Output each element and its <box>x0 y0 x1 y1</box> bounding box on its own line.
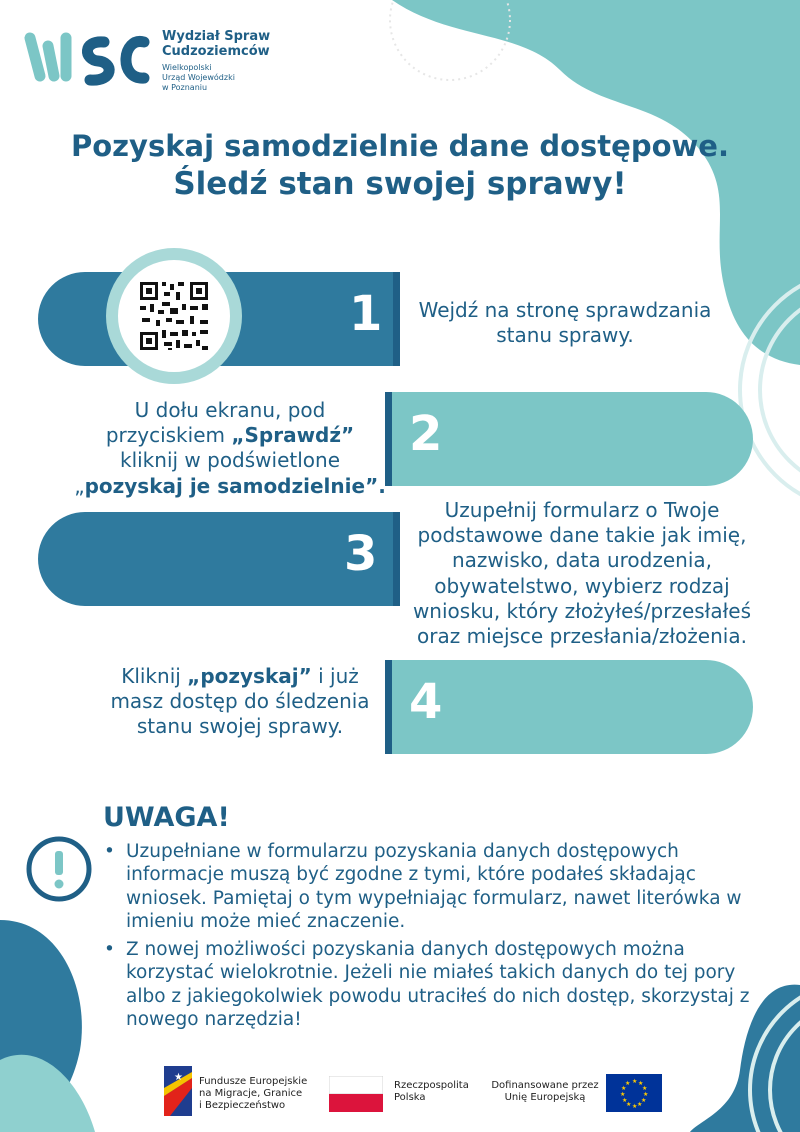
step-2-text-line4-pre: „ <box>74 473 85 498</box>
step-4-text-line3: stanu swojej sprawy. <box>136 714 344 739</box>
fund-line3: i Bezpieczeństwo <box>199 1100 286 1111</box>
page-title-line1: Pozyskaj samodzielnie dane dostępowe. <box>71 129 729 163</box>
svg-text:★: ★ <box>632 1103 638 1110</box>
logo-sub-line3: w Poznaniu <box>162 82 208 92</box>
logo-text <box>162 30 270 93</box>
step-1-number: 1 <box>349 286 383 342</box>
logo-sub-line2: Urząd Wojewódzki <box>162 72 235 82</box>
step-3-number: 3 <box>344 526 378 582</box>
eu-text <box>490 1080 600 1104</box>
svg-text:★: ★ <box>632 1078 638 1085</box>
fundusze-europejskie-logo-icon <box>164 1066 192 1116</box>
eu-line2: Unię Europejską <box>504 1092 586 1103</box>
step-3-text-line6: oraz miejsce przesłania/złożenia. <box>417 623 747 648</box>
step-2-text-line2-pre: przyciskiem <box>105 423 232 448</box>
step-4-text-line1-bold: „pozyskaj” <box>187 664 312 688</box>
step-2-text-line2-bold: „Sprawdź” <box>231 423 355 448</box>
svg-text:★: ★ <box>626 1101 632 1108</box>
svg-text:★: ★ <box>621 1085 627 1092</box>
svg-text:★: ★ <box>642 1085 648 1092</box>
eu-flag-icon <box>606 1074 662 1112</box>
eu-line1: Dofinansowane przez <box>491 1080 599 1091</box>
exclamation-icon <box>24 834 94 904</box>
step-1-text-line1: Wejdź na stronę sprawdzania <box>418 298 712 322</box>
warning-item-1: • Uzupełniane w formularzu pozyskania danych dostępowych informacje muszą być zgodne z tymi, które podałeś składając wniosek. Pamiętaj o tym wypełniając formularz, nawet literówka w imieniu może mieć znaczenie. <box>104 840 774 934</box>
step-2-number: 2 <box>409 406 443 462</box>
wsc-logo-icon <box>22 28 152 88</box>
step-4-text <box>80 664 400 740</box>
step-2-text-line1: U dołu ekranu, pod <box>134 398 326 422</box>
step-2-pill <box>385 392 753 486</box>
svg-text:★: ★ <box>641 1097 647 1104</box>
step-1-text <box>405 298 725 348</box>
page-title <box>40 128 760 205</box>
step-4-text-line1-post: i już <box>311 664 359 688</box>
step-1-text-line2: stanu sprawy. <box>496 323 634 348</box>
poland-flag-icon <box>329 1076 383 1112</box>
step-3-text <box>402 498 762 649</box>
step-2-text-line3: kliknij w podświetlone <box>119 448 341 473</box>
step-2-text-line4-bold: pozyskaj je samodzielnie”. <box>84 473 386 498</box>
rp-line2: Polska <box>394 1092 426 1103</box>
logo-title-line2: Cudzoziemców <box>162 43 270 59</box>
logo-sub-line1: Wielkopolski <box>162 62 212 72</box>
svg-text:★: ★ <box>620 1091 626 1098</box>
step-4-text-line2: masz dostęp do śledzenia <box>110 689 370 714</box>
warning-list <box>104 840 774 1036</box>
step-3-text-line3: nazwisko, data urodzenia, <box>451 548 713 573</box>
fundusze-text <box>199 1076 307 1112</box>
svg-text:★: ★ <box>622 1097 628 1104</box>
step-4-text-line1-pre: Kliknij <box>121 664 188 688</box>
step-4-number: 4 <box>409 674 443 730</box>
svg-text:★: ★ <box>174 1072 183 1083</box>
step-3-text-line2: podstawowe dane takie jak imię, <box>417 523 747 548</box>
rp-text <box>394 1080 469 1104</box>
logo-title-line1: Wydział Spraw <box>162 29 271 44</box>
step-4-pill <box>385 660 753 754</box>
step-2-text <box>60 398 400 499</box>
step-3-text-line5: wniosku, który złożyłeś/przesłałeś <box>412 598 752 623</box>
step-3-text-line4: obywatelstwo, wybierz rodzaj <box>434 573 730 598</box>
warning-title: UWAGA! <box>103 802 230 833</box>
fund-line1: Fundusze Europejskie <box>199 1076 308 1087</box>
warning-item-2: • Z nowej możliwości pozyskania danych dostępowych można korzystać wielokrotnie. Jeżeli nie miałeś takich danych do tej pory albo z jakiegokolwiek powodu utraciłeś do nich dostęp, skorzystaj z nowego narzędzia! <box>104 938 774 1032</box>
page-title-line2: Śledź stan swojej sprawy! <box>173 166 627 203</box>
qr-code-icon[interactable] <box>104 246 244 386</box>
rp-line1: Rzeczpospolita <box>394 1080 469 1091</box>
svg-text:★: ★ <box>637 1101 643 1108</box>
svg-text:★: ★ <box>625 1080 631 1087</box>
step-3-text-line1: Uzupełnij formularz o Twoje <box>444 498 720 522</box>
fund-line2: na Migracje, Granice <box>199 1088 303 1099</box>
svg-text:★: ★ <box>643 1091 649 1098</box>
step-3-pill <box>38 512 400 606</box>
svg-text:★: ★ <box>638 1080 644 1087</box>
